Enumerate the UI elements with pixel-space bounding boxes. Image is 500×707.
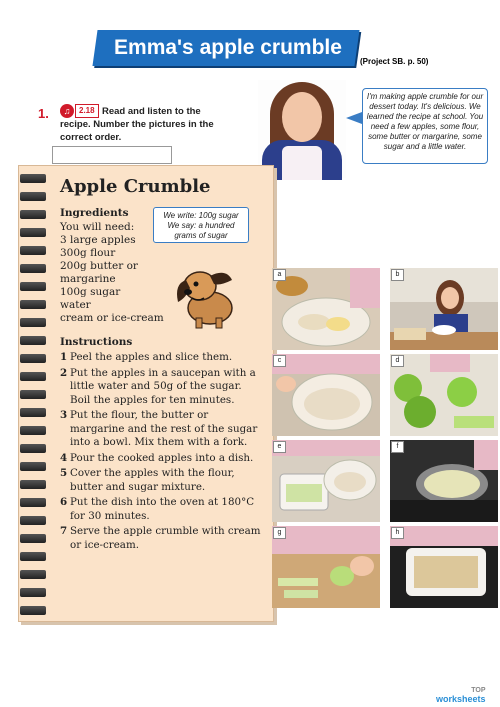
spiral-ring: [20, 588, 46, 597]
spiral-ring: [20, 426, 46, 435]
spiral-ring: [20, 318, 46, 327]
footer-logo: [436, 686, 486, 704]
dish-and-bowl-image: [272, 440, 380, 522]
spiral-ring: [20, 444, 46, 453]
spiral-ring: [20, 534, 46, 543]
instruction-step: 6 Put the dish into the oven at 180°C for 30 minutes.: [60, 496, 255, 522]
photo-label: c: [273, 355, 286, 367]
instruction-step: 5 Cover the apples with the flour, butter and sugar mixture.: [60, 467, 235, 493]
spiral-ring: [20, 606, 46, 615]
instructions-list: [60, 351, 265, 554]
ingredient-line: water: [60, 299, 91, 311]
instruction-step: 3 Put the flour, the butter or margarine and the rest of the sugar into a bowl. Mix them with a fork.: [60, 409, 258, 448]
spiral-ring: [20, 336, 46, 345]
spiral-ring: [20, 228, 46, 237]
mixing-flour-image: [272, 354, 380, 436]
ingredient-line: cream or ice-cream: [60, 312, 164, 324]
photo-label: b: [391, 269, 404, 281]
photo-label: a: [273, 269, 286, 281]
ingredients-heading: Ingredients: [60, 207, 129, 219]
crumble-dish-image: [390, 526, 498, 608]
girl-eating-image: [390, 268, 498, 350]
speech-bubble: I'm making apple crumble for our dessert today. It's delicious. We learned the recipe at school. You need a few apples, some flour, some butter or margarine, some sugar and a little water.: [362, 88, 488, 164]
girl-face: [282, 92, 322, 142]
footer-logo-bottom: worksheets: [436, 694, 486, 704]
spiral-ring: [20, 498, 46, 507]
spiral-ring: [20, 516, 46, 525]
spiral-ring: [20, 570, 46, 579]
ingredient-line: 100g sugar: [60, 286, 121, 298]
page-title: Emma's apple crumble: [114, 36, 342, 59]
spiral-ring: [20, 210, 46, 219]
spiral-ring: [20, 408, 46, 417]
exercise-instruction: Read and listen to the recipe. Number the pictures in the correct order.: [60, 106, 214, 143]
grammar-note-line: We write: 100g sugar: [163, 211, 239, 220]
spiral-ring: [20, 552, 46, 561]
photo-label: g: [273, 527, 286, 539]
ingredient-line: 300g flour: [60, 247, 116, 259]
spiral-ring: [20, 390, 46, 399]
slicing-apples-image: [272, 526, 380, 608]
photo-g[interactable]: [272, 526, 380, 608]
mixing-bowl-image: [272, 268, 380, 350]
instruction-step: 4 Pour the cooked apples into a dish.: [60, 451, 254, 464]
instruction-step: 7 Serve the apple crumble with cream or ice-cream.: [60, 525, 261, 551]
spiral-ring: [20, 192, 46, 201]
photo-b[interactable]: [390, 268, 498, 350]
photo-h[interactable]: [390, 526, 498, 608]
photo-c[interactable]: [272, 354, 380, 436]
spiral-ring: [20, 372, 46, 381]
saucepan-image: [390, 440, 498, 522]
audio-track-number: 2.18: [75, 104, 99, 118]
photo-label: d: [391, 355, 404, 367]
ingredients-list: [60, 221, 164, 325]
recipe-title: Apple Crumble: [60, 176, 211, 197]
ingredient-line: margarine: [60, 273, 116, 285]
instruction-step: 2 Put the apples in a saucepan with a little water and 50g of the sugar. Boil the apples for ten minutes.: [60, 366, 256, 406]
exercise-number: 1.: [38, 106, 49, 121]
spiral-ring: [20, 174, 46, 183]
answer-input[interactable]: [52, 146, 172, 164]
spiral-ring: [20, 246, 46, 255]
project-reference: (Project SB. p. 50): [360, 57, 429, 66]
dog-illustration: [170, 258, 240, 330]
spiral-ring: [20, 354, 46, 363]
spiral-ring: [20, 480, 46, 489]
girl-apron: [282, 146, 322, 180]
instructions-heading: Instructions: [60, 336, 133, 348]
photo-f[interactable]: [390, 440, 498, 522]
ingredient-line: 3 large apples: [60, 234, 136, 246]
spiral-ring: [20, 462, 46, 471]
photo-label: f: [391, 441, 404, 453]
spiral-ring: [20, 282, 46, 291]
grammar-note-line: grams of sugar: [174, 231, 228, 240]
footer-logo-top: TOP: [471, 687, 486, 694]
photo-a[interactable]: [272, 268, 380, 350]
photo-d[interactable]: [390, 354, 498, 436]
audio-icon[interactable]: ♫: [60, 104, 74, 118]
ingredient-line: You will need:: [60, 221, 135, 233]
photo-label: h: [391, 527, 404, 539]
grammar-note-line: We say: a hundred: [167, 221, 235, 230]
ingredient-line: 200g butter or: [60, 260, 138, 272]
speech-bubble-tail: [346, 112, 362, 124]
spiral-ring: [20, 264, 46, 273]
green-apples-image: [390, 354, 498, 436]
photo-label: e: [273, 441, 286, 453]
spiral-ring: [20, 300, 46, 309]
grammar-note: [153, 207, 249, 243]
instruction-step: 1 Peel the apples and slice them.: [60, 351, 233, 363]
photo-e[interactable]: [272, 440, 380, 522]
